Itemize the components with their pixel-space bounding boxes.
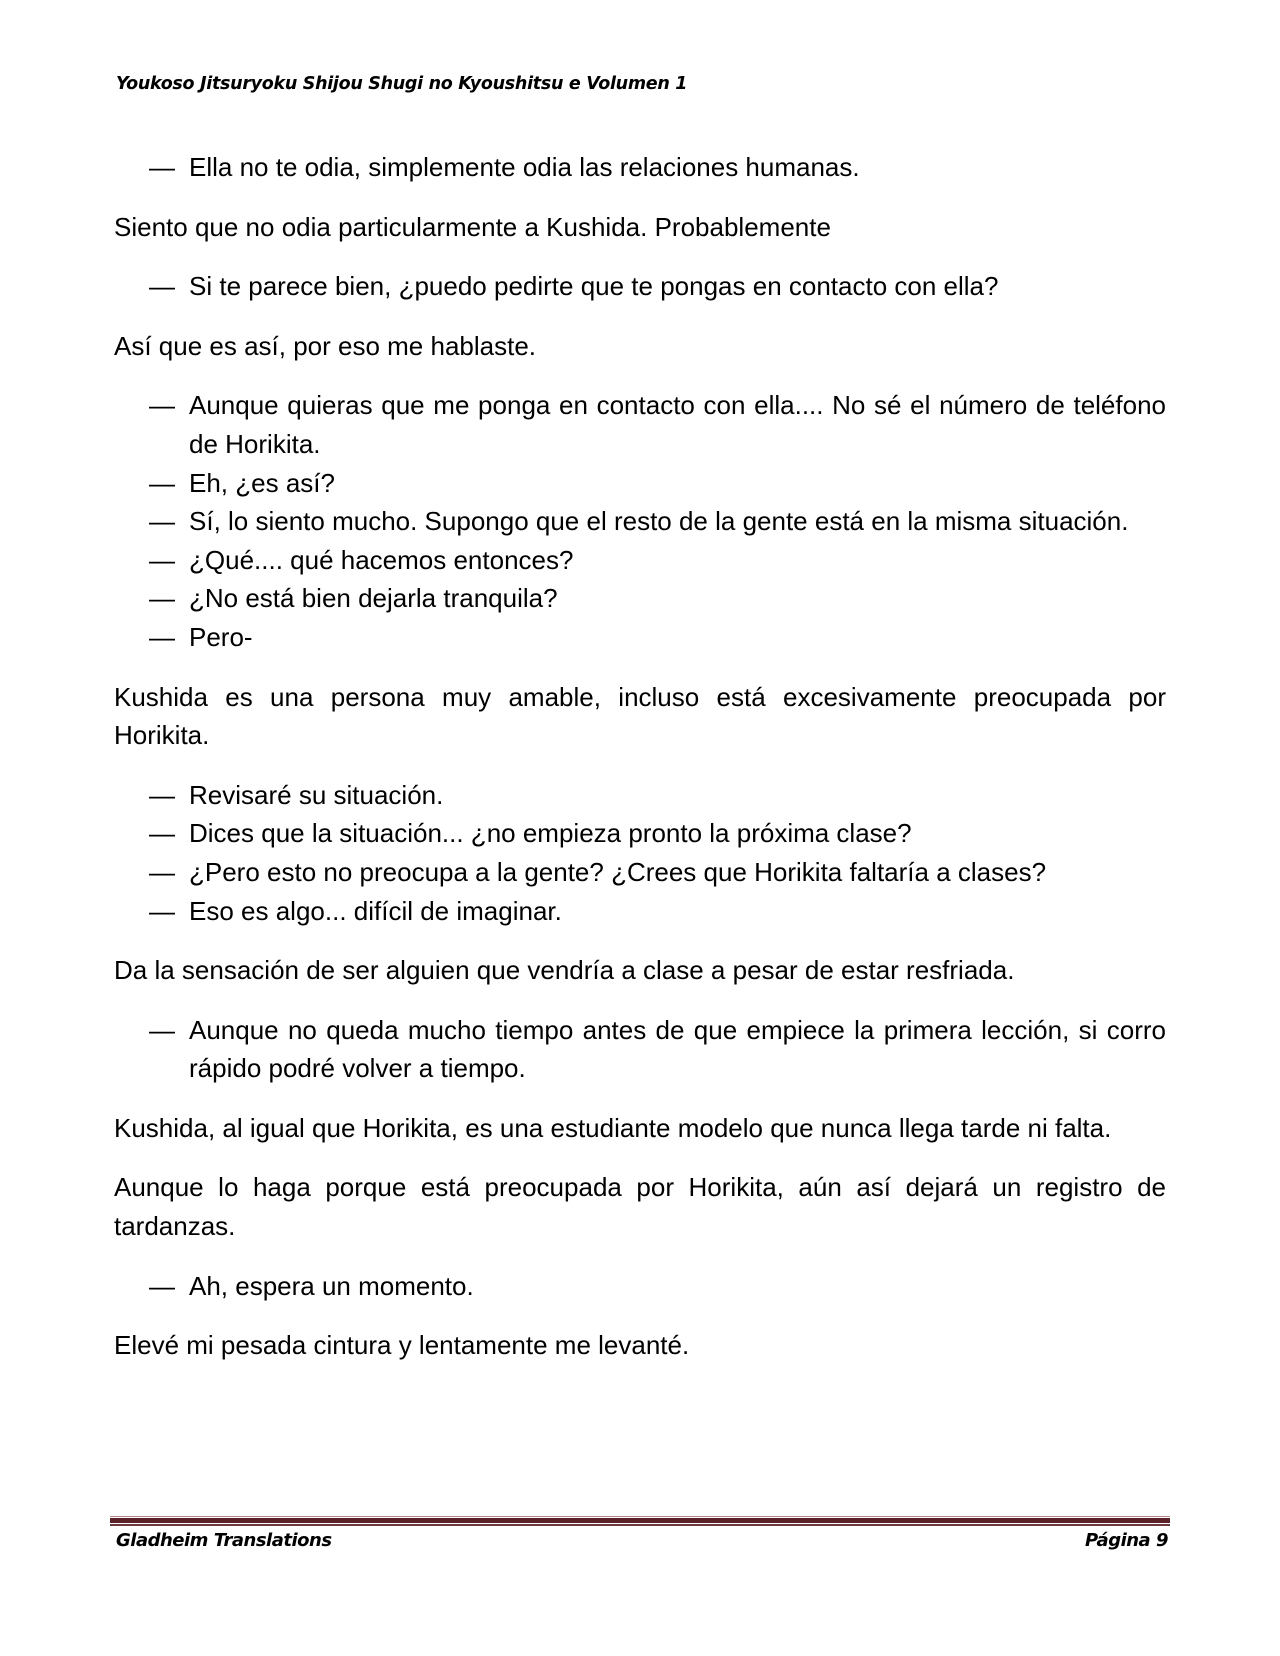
dialogue-group [114,148,1166,187]
dialogue-line: — Dices que la situación... ¿no empieza pronto la próxima clase? [114,814,1166,853]
dialogue-line: — Sí, lo siento mucho. Supongo que el resto de la gente está en la misma situación. [114,502,1166,541]
em-dash: — [149,467,175,498]
dialogue-group [114,1011,1166,1088]
em-dash: — [149,390,175,421]
em-dash: — [149,621,175,652]
narration-paragraph: Kushida, al igual que Horikita, es una estudiante modelo que nunca llega tarde ni falta. [114,1112,1112,1143]
dialogue-line: — Si te parece bien, ¿puedo pedirte que te pongas en contacto con ella? [114,267,1166,306]
narration-paragraph: Kushida es una persona muy amable, incluso está excesivamente preocupada por Horikita. [114,681,1166,751]
narration-paragraph: Aunque lo haga porque está preocupada por Horikita, aún así dejará un registro de tardanzas. [114,1172,1166,1242]
dialogue-line: — Ah, espera un momento. [114,1267,1166,1306]
em-dash: — [149,152,175,182]
narration-paragraph: Siento que no odia particularmente a Kushida. Probablemente [114,211,831,242]
dialogue-line: — ¿Qué.... qué hacemos entonces? [114,541,1166,580]
dialogue-line: — Pero- [114,618,1166,657]
em-dash: — [149,583,175,614]
dialogue-group [114,386,1166,656]
em-dash: — [149,544,175,575]
dialogue-group [114,1267,1166,1306]
em-dash: — [149,1270,175,1301]
dialogue-line: — Aunque quieras que me ponga en contacto con ella.... No sé el número de teléfono de Horikita. [114,386,1166,463]
narration-paragraph: Elevé mi pesada cintura y lentamente me levanté. [114,1330,690,1361]
narration-paragraph: Da la sensación de ser alguien que vendría a clase a pesar de estar resfriada. [114,955,1015,986]
em-dash: — [149,856,175,887]
dialogue-line: — ¿Pero esto no preocupa a la gente? ¿Crees que Horikita faltaría a clases? [114,853,1166,892]
footer-page-number: Página 9 [1085,1530,1168,1551]
em-dash: — [149,895,175,926]
dialogue-line: — ¿No está bien dejarla tranquila? [114,579,1166,618]
dialogue-line: — Ella no te odia, simplemente odia las relaciones humanas. [114,148,1166,187]
dialogue-line: — Aunque no queda mucho tiempo antes de que empiece la primera lección, si corro rápido podré volver a tiempo. [114,1011,1166,1088]
page-body [114,148,1166,1386]
em-dash: — [149,1014,175,1045]
em-dash: — [149,779,175,810]
footer-rule [110,1516,1170,1526]
footer-translator-credit: Gladheim Translations [116,1530,332,1551]
running-header-title: Youkoso Jitsuryoku Shijou Shugi no Kyoushitsu e Volumen 1 [116,74,688,94]
em-dash: — [149,818,175,849]
footer-rule-bottom-line [110,1524,1170,1526]
dialogue-line: — Revisaré su situación. [114,776,1166,815]
footer-rule-band [110,1518,1170,1523]
dialogue-line: — Eh, ¿es así? [114,464,1166,503]
dialogue-group [114,776,1166,930]
footer-rule-top-line [110,1516,1170,1517]
em-dash: — [149,271,175,302]
narration-paragraph: Así que es así, por eso me hablaste. [114,330,537,361]
dialogue-group [114,267,1166,306]
dialogue-line: — Eso es algo... difícil de imaginar. [114,892,1166,931]
em-dash: — [149,506,175,537]
